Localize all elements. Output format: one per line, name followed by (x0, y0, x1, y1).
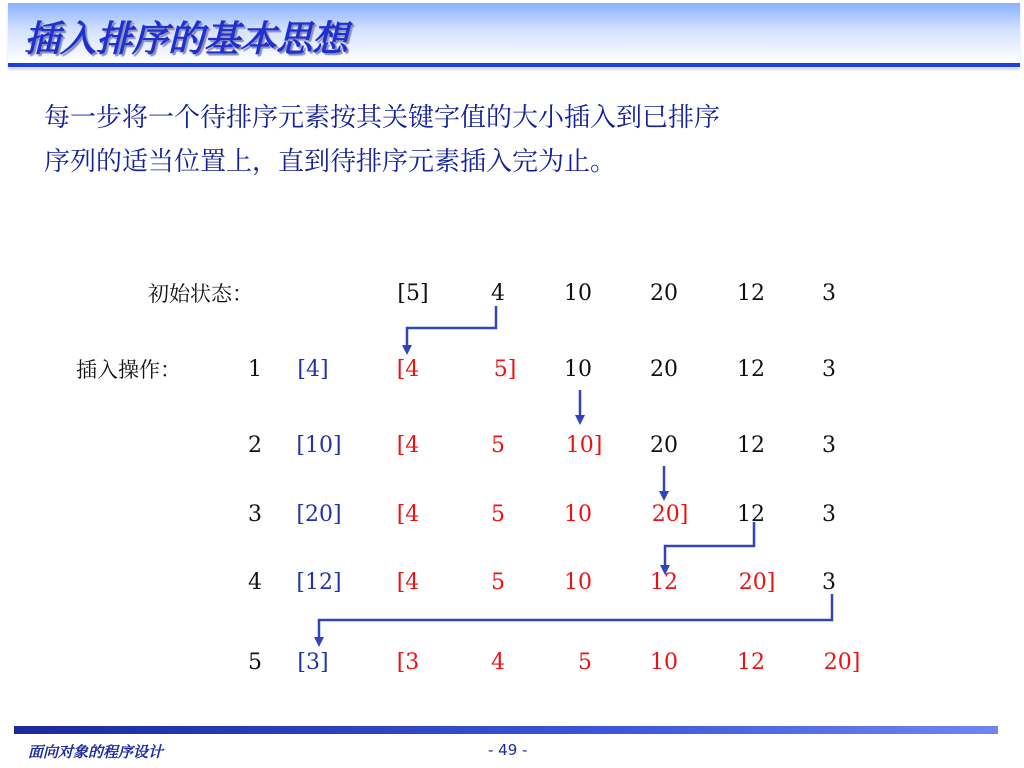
step-sequence-value: 20 (650, 433, 678, 458)
step-sequence-value: 12 (737, 502, 765, 527)
initial-value-3: 10 (564, 281, 592, 306)
step-sequence-value: 5 (578, 650, 592, 675)
slide-title: 插入排序的基本思想 (24, 19, 349, 60)
step-sequence-value: 3 (822, 570, 836, 595)
step-sequence-value: 5] (493, 357, 517, 382)
step-sequence-value: 12 (737, 357, 765, 382)
step-inserted-value: [4] (297, 357, 329, 382)
step-sequence-value: 12 (650, 570, 678, 595)
step-inserted-value: [3] (297, 650, 329, 675)
step-sequence-value: 5 (491, 433, 505, 458)
step-sequence-value: 5 (491, 570, 505, 595)
step-sequence-value: 10 (564, 357, 592, 382)
step-inserted-value: [10] (296, 433, 342, 458)
arrow-step-1 (407, 306, 496, 350)
step-sequence-value: [3 (396, 650, 420, 675)
step-sequence-value: 10 (564, 502, 592, 527)
step-number: 4 (248, 570, 262, 595)
step-sequence-value: 20] (738, 570, 776, 595)
step-sequence-value: 3 (822, 502, 836, 527)
insert-operation-label: 插入操作： (76, 358, 181, 382)
page-number: - 49 - (488, 741, 528, 759)
step-sequence-value: 10 (650, 650, 678, 675)
initial-value-5: 12 (737, 281, 765, 306)
step-sequence-value: 10] (565, 433, 603, 458)
step-sequence-value: 20] (823, 650, 861, 675)
initial-value-1: [5] (397, 281, 429, 306)
step-sequence-value: 20 (650, 357, 678, 382)
arrow-step-5 (319, 594, 832, 642)
step-sequence-value: 20] (651, 502, 689, 527)
step-inserted-value: [12] (296, 570, 342, 595)
step-sequence-value: 5 (491, 502, 505, 527)
step-number: 2 (248, 433, 262, 458)
step-inserted-value: [20] (296, 502, 342, 527)
step-sequence-value: [4 (396, 502, 420, 527)
initial-value-2: 4 (491, 281, 505, 306)
step-number: 3 (248, 502, 262, 527)
step-sequence-value: 10 (564, 570, 592, 595)
step-sequence-value: 12 (737, 433, 765, 458)
footer-bar (14, 726, 998, 734)
step-sequence-value: 3 (822, 357, 836, 382)
step-sequence-value: 4 (491, 650, 505, 675)
description-line-1: 每一步将一个待排序元素按其关键字值的大小插入到已排序 (44, 103, 721, 133)
step-sequence-value: 12 (737, 650, 765, 675)
step-sequence-value: [4 (396, 433, 420, 458)
initial-value-4: 20 (650, 281, 678, 306)
step-number: 1 (248, 357, 262, 382)
initial-state-label: 初始状态： (148, 282, 253, 306)
footer-course-title: 面向对象的程序设计 (28, 743, 164, 761)
step-sequence-value: 3 (822, 433, 836, 458)
step-number: 5 (248, 650, 262, 675)
description-line-2: 序列的适当位置上，直到待排序元素插入完为止。 (44, 147, 617, 177)
initial-value-6: 3 (822, 281, 836, 306)
step-sequence-value: [4 (396, 357, 420, 382)
step-sequence-value: [4 (396, 570, 420, 595)
arrow-step-4 (665, 522, 754, 570)
